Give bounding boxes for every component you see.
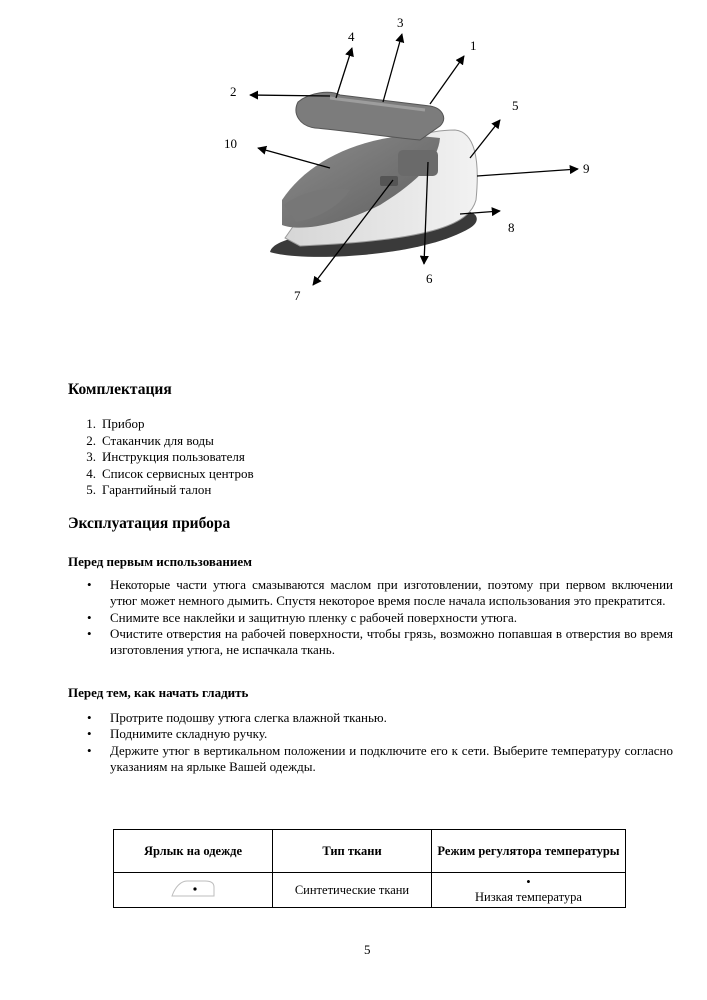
table-row [114, 873, 626, 908]
callout-10: 10 [224, 136, 237, 151]
kit-list [68, 416, 254, 499]
callout-5: 5 [512, 98, 519, 113]
mode-text: Низкая температура [475, 890, 582, 904]
page-number: 5 [364, 942, 371, 957]
header-label: Ярлык на одежде [114, 830, 273, 873]
callout-8: 8 [508, 220, 515, 235]
callout-1: 1 [470, 38, 477, 53]
list-item: 4. Список сервисных центров [86, 465, 254, 481]
list-item: • Некоторые части утюга смазываются маслом при изготовлении, поэтому при первом включении утюг может немного дымить. Спустя некоторое время после начала использования это прекратится. [87, 577, 673, 609]
list-item: 5. Гарантийный талон [86, 482, 212, 497]
callout-2: 2 [230, 84, 237, 99]
before-ironing-list [85, 710, 673, 775]
cell-fabric: Синтетические ткани [273, 873, 432, 908]
table-header-row [114, 830, 626, 873]
callout-9: 9 [583, 161, 590, 176]
section-kit-title: Комплектация [68, 381, 172, 398]
before-first-use-title: Перед первым использованием [68, 554, 252, 569]
section-operation-title: Эксплуатация прибора [68, 515, 231, 532]
list-item: • Протрите подошву утюга слегка влажной тканью. [87, 710, 387, 725]
list-item: • Поднимите складную ручку. [87, 726, 268, 742]
list-item: • Держите утюг в вертикальном положении и подключите его к сети. Выберите температуру согласно указаниям на ярлыке Вашей одежды. [87, 742, 673, 774]
list-item: 3. Инструкция пользователя [86, 449, 245, 464]
before-ironing-title: Перед тем, как начать гладить [68, 685, 249, 700]
callout-4: 4 [348, 29, 355, 44]
iron-illustration [270, 92, 477, 257]
list-item: 2. Стаканчик для воды [86, 432, 214, 448]
iron-diagram [0, 0, 707, 340]
cell-label [114, 873, 273, 908]
header-mode: Режим регулятора температуры [432, 830, 626, 873]
list-item: • Очистите отверстия на рабочей поверхности, чтобы грязь, возможно попавшая в отверстия во время изготовления утюга, не испачкала ткань. [87, 625, 673, 658]
mode-dot: • [526, 875, 531, 889]
callout-7: 7 [294, 288, 301, 303]
cell-mode [432, 873, 626, 908]
list-item: • Снимите все наклейки и защитную пленку с рабочей поверхности утюга. [87, 609, 518, 625]
callout-6: 6 [426, 271, 433, 286]
iron-one-dot-icon [169, 877, 217, 899]
temperature-table [113, 829, 626, 908]
callout-3: 3 [397, 15, 404, 30]
list-item: 1. Прибор [86, 416, 145, 431]
header-fabric: Тип ткани [273, 830, 432, 873]
before-first-use-list [85, 577, 673, 658]
